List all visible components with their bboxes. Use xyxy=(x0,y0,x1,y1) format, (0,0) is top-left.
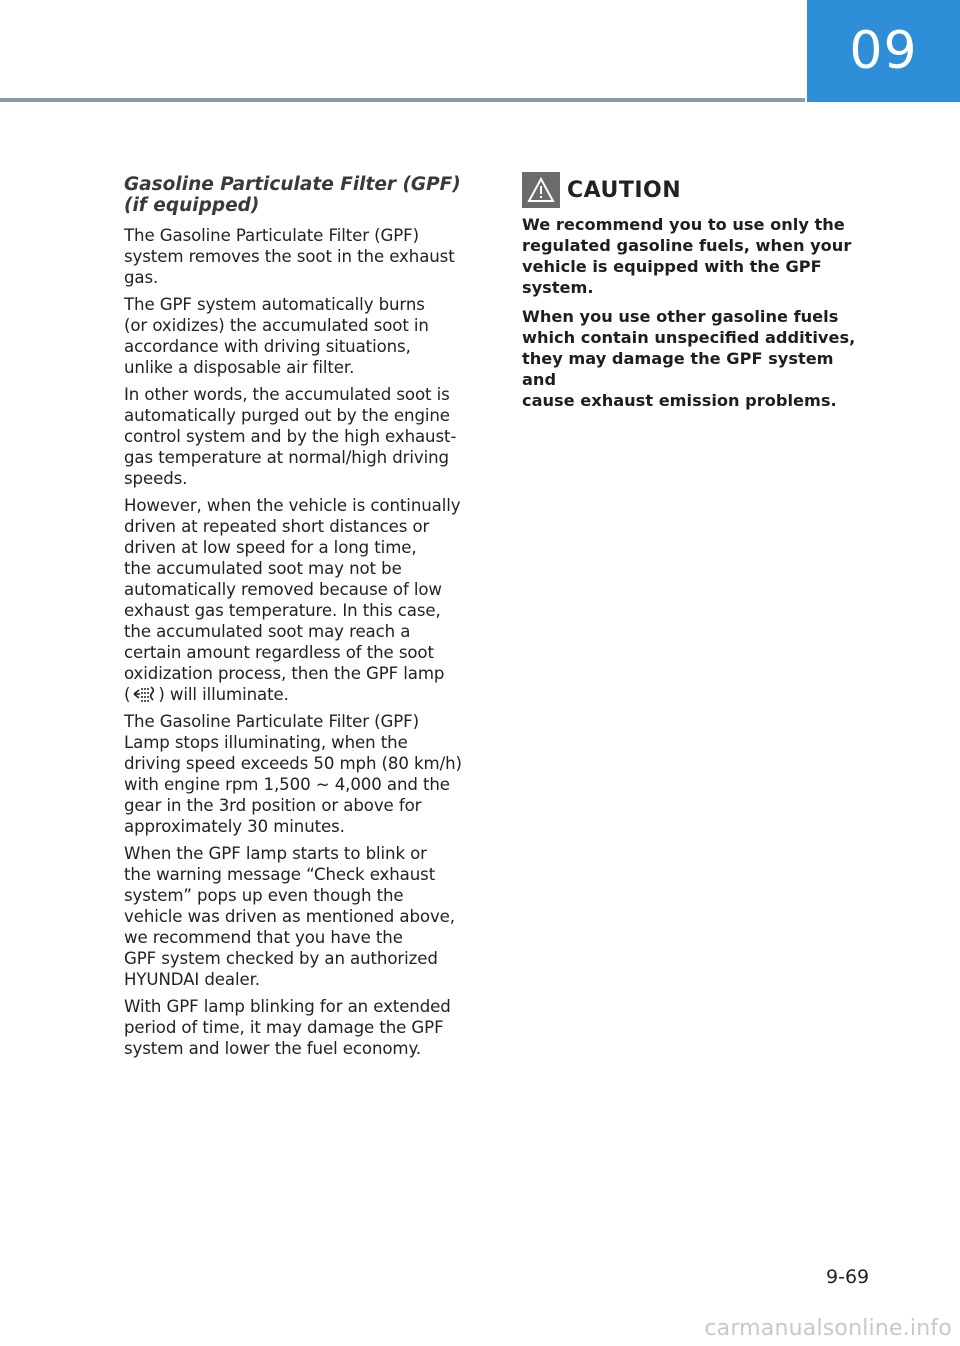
paragraph: When the GPF lamp starts to blink or the warning message “Check exhaust system” pops up even though the vehicle was driven as mentioned above, we recommend that you have the GPF system checked by an authorized HYUNDAI dealer. xyxy=(124,844,455,989)
main-column xyxy=(124,174,494,1065)
paragraph: The Gasoline Particulate Filter (GPF) system removes the soot in the exhaust gas. xyxy=(124,226,455,287)
paragraph: In other words, the accumulated soot is automatically purged out by the engine control system and by the high exhaust- gas temperature at normal/high driving speeds. xyxy=(124,385,457,488)
chapter-tab xyxy=(807,0,960,102)
paragraph-gpf-lamp xyxy=(124,495,494,684)
lamp-line-suffix: ) will illuminate. xyxy=(158,685,289,704)
paragraph: The GPF system automatically burns (or oxidizes) the accumulated soot in accordance with driving situations, unlike a disposable air filter. xyxy=(124,295,429,377)
header-rule xyxy=(0,98,805,102)
warning-triangle-icon xyxy=(522,172,560,208)
watermark: carmanualsonline.info xyxy=(704,1316,952,1341)
paragraph: With GPF lamp blinking for an extended period of time, it may damage the GPF system and lower the fuel economy. xyxy=(124,997,451,1058)
paragraph: The Gasoline Particulate Filter (GPF) Lamp stops illuminating, when the driving speed exceeds 50 mph (80 km/h) with engine rpm 1,500 ~ 4,000 and the gear in the 3rd position or above for approximately 30 minutes. xyxy=(124,712,462,836)
caution-box xyxy=(522,172,872,419)
caution-paragraph: We recommend you to use only the regulated gasoline fuels, when your vehicle is equipped with the GPF system. xyxy=(522,215,852,297)
section-title-line1: Gasoline Particulate Filter (GPF) xyxy=(124,174,461,195)
caution-paragraph: When you use other gasoline fuels which contain unspecified additives, they may damage the GPF system and cause exhaust emission problems. xyxy=(522,307,856,410)
gpf-lamp-icon xyxy=(131,685,157,703)
lamp-line xyxy=(124,684,494,705)
paragraph-text: However, when the vehicle is continually driven at repeated short distances or driven at low speed for a long time, the accumulated soot may not be automatically removed because of low exhaust gas temperature. In this case, the accumulated soot may reach a certain amount regardless of the soot oxidization process, then the GPF lamp xyxy=(124,496,461,683)
caution-title: CAUTION xyxy=(567,177,682,203)
caution-header xyxy=(522,172,872,208)
chapter-number: 09 xyxy=(849,21,918,81)
lamp-line-prefix: ( xyxy=(124,685,131,704)
section-title xyxy=(124,174,494,216)
page-number: 9-69 xyxy=(826,1266,870,1288)
section-title-line2: (if equipped) xyxy=(124,195,260,216)
